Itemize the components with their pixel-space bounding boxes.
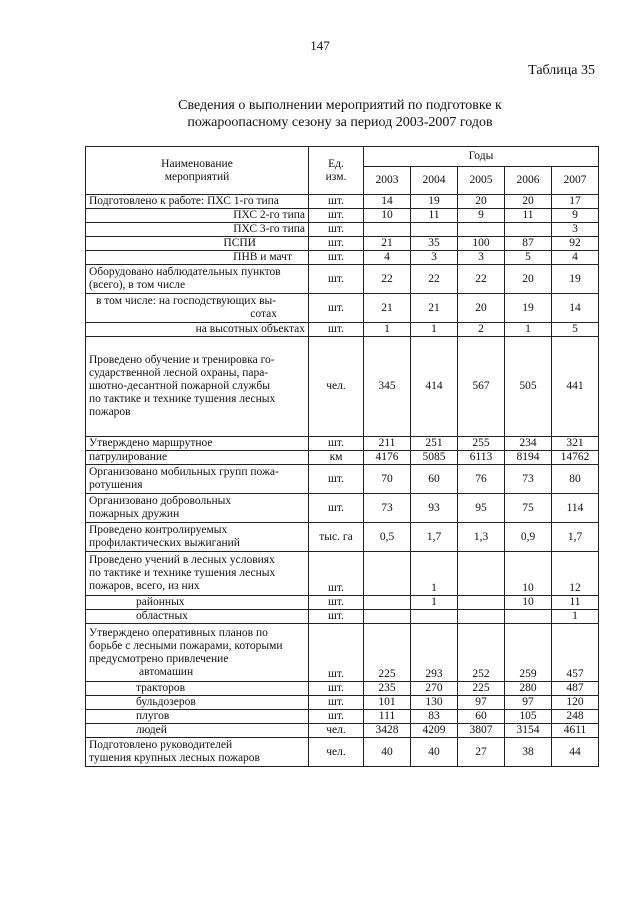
table-row: [86, 596, 599, 610]
row-value: [364, 610, 411, 624]
header-row: [86, 147, 599, 167]
row-value: 4: [552, 251, 599, 265]
row-value: 3807: [458, 724, 505, 738]
row-value: 457: [552, 624, 599, 682]
row-name-line: борьбе с лесными пожарами, которыми: [89, 639, 283, 652]
row-name-line: пожаров, всего, из них: [89, 580, 200, 592]
row-name: [86, 294, 309, 323]
row-name-line: сотах: [250, 308, 277, 320]
table-row: [86, 294, 599, 323]
row-value: 19: [552, 265, 599, 294]
row-value: 234: [505, 437, 552, 451]
row-value: 14: [364, 195, 411, 209]
row-unit: чел.: [309, 724, 364, 738]
row-value: 4611: [552, 724, 599, 738]
row-value: 75: [505, 494, 552, 523]
row-name-line: Утверждено оперативных планов по: [89, 626, 268, 639]
header-name-line: мероприятий: [164, 170, 230, 183]
row-value: 5: [505, 251, 552, 265]
header-name-line: Наименование: [161, 157, 233, 170]
row-unit: шт.: [309, 494, 364, 523]
row-value: 1: [505, 323, 552, 337]
table-row: [86, 237, 599, 251]
row-name-line: тушения крупных лесных пожаров: [89, 752, 260, 764]
row-value: 248: [552, 710, 599, 724]
row-value: 4: [364, 251, 411, 265]
row-value: 22: [458, 265, 505, 294]
header-year: 2007: [552, 167, 599, 195]
row-unit: шт.: [309, 294, 364, 323]
row-value: 19: [411, 195, 458, 209]
row-name-line: Проведено контролируемых: [89, 524, 228, 536]
table-label: Таблица 35: [528, 63, 595, 78]
row-name: [86, 523, 309, 552]
header-year: 2004: [411, 167, 458, 195]
header-year: 2006: [505, 167, 552, 195]
row-name: [86, 265, 309, 294]
row-unit: шт.: [309, 465, 364, 494]
row-value: 225: [458, 682, 505, 696]
row-value: 76: [458, 465, 505, 494]
table-row: [86, 523, 599, 552]
row-name-line: пожаров: [89, 406, 131, 418]
row-value: 60: [411, 465, 458, 494]
row-name-line: сударственной лесной охраны, пара-: [89, 367, 269, 379]
header-year: 2003: [364, 167, 411, 195]
row-value: 6113: [458, 451, 505, 465]
row-name: на высотных объектах: [86, 323, 309, 337]
row-name: Утверждено маршрутное: [86, 437, 309, 451]
table-row: [86, 696, 599, 710]
header-unit-line: изм.: [325, 170, 347, 183]
row-value: 14: [552, 294, 599, 323]
row-value: [411, 610, 458, 624]
row-value: 567: [458, 337, 505, 437]
row-name: [86, 738, 309, 767]
row-value: 11: [552, 596, 599, 610]
row-value: 120: [552, 696, 599, 710]
row-value: 73: [505, 465, 552, 494]
row-name-line: шютно-десантной пожарной службы: [89, 380, 270, 392]
row-value: 9: [458, 209, 505, 223]
row-value: 92: [552, 237, 599, 251]
row-value: 10: [505, 552, 552, 596]
row-name-line: автомашин: [139, 665, 194, 678]
row-value: 14762: [552, 451, 599, 465]
row-value: 255: [458, 437, 505, 451]
row-name-line: Организовано добровольных: [89, 495, 232, 507]
row-value: 0,9: [505, 523, 552, 552]
row-name: патрулирование: [86, 451, 309, 465]
row-value: 20: [458, 195, 505, 209]
row-value: 73: [364, 494, 411, 523]
row-value: 4209: [411, 724, 458, 738]
row-unit: шт.: [309, 223, 364, 237]
row-value: 2: [458, 323, 505, 337]
row-value: 9: [552, 209, 599, 223]
row-value: 21: [364, 237, 411, 251]
row-value: 22: [364, 265, 411, 294]
row-value: 211: [364, 437, 411, 451]
row-value: 101: [364, 696, 411, 710]
row-value: [411, 223, 458, 237]
row-value: [458, 610, 505, 624]
row-value: 22: [411, 265, 458, 294]
table-row: [86, 195, 599, 209]
row-value: 20: [505, 265, 552, 294]
row-name: людей: [86, 724, 309, 738]
row-name-line: Подготовлено руководителей: [89, 739, 233, 751]
row-value: 414: [411, 337, 458, 437]
row-name: тракторов: [86, 682, 309, 696]
row-unit: шт.: [309, 624, 364, 682]
header-year: 2005: [458, 167, 505, 195]
row-name: плугов: [86, 710, 309, 724]
row-value: [364, 223, 411, 237]
row-unit: шт.: [309, 552, 364, 596]
table-row: [86, 710, 599, 724]
row-unit: шт.: [309, 251, 364, 265]
row-value: 225: [364, 624, 411, 682]
row-value: 270: [411, 682, 458, 696]
row-name: Подготовлено к работе: ПХС 1-го типа: [86, 195, 309, 209]
row-value: 1: [364, 323, 411, 337]
row-value: 60: [458, 710, 505, 724]
row-name: [86, 465, 309, 494]
row-name: [86, 624, 309, 682]
row-name-line: по тактике и технике тушения лесных: [89, 567, 276, 579]
row-value: 17: [552, 195, 599, 209]
row-name-line: Проведено учений в лесных условиях: [89, 554, 275, 566]
row-unit: шт.: [309, 265, 364, 294]
row-value: 1: [411, 552, 458, 596]
row-value: [458, 552, 505, 596]
row-value: 12: [552, 552, 599, 596]
row-value: 0,5: [364, 523, 411, 552]
row-value: 35: [411, 237, 458, 251]
row-value: 345: [364, 337, 411, 437]
row-value: [505, 610, 552, 624]
header-unit: [309, 147, 364, 195]
row-unit: тыс. га: [309, 523, 364, 552]
row-name-line: ротушения: [89, 479, 143, 491]
row-value: 40: [364, 738, 411, 767]
row-value: 8194: [505, 451, 552, 465]
table-row: [86, 682, 599, 696]
row-value: 4176: [364, 451, 411, 465]
row-name: ПСПИ: [86, 237, 309, 251]
row-value: 1: [411, 596, 458, 610]
row-value: 1: [411, 323, 458, 337]
row-name-line: предусмотрено привлечение: [89, 652, 229, 665]
row-value: 3: [552, 223, 599, 237]
row-unit: шт.: [309, 596, 364, 610]
row-unit: шт.: [309, 323, 364, 337]
row-value: 293: [411, 624, 458, 682]
row-unit: км: [309, 451, 364, 465]
row-unit: чел.: [309, 738, 364, 767]
row-name: ПХС 3-го типа: [86, 223, 309, 237]
row-value: 38: [505, 738, 552, 767]
row-value: 1,3: [458, 523, 505, 552]
table-row: [86, 323, 599, 337]
row-unit: шт.: [309, 610, 364, 624]
row-name-line: профилактических выжиганий: [89, 537, 240, 549]
row-value: 252: [458, 624, 505, 682]
row-name: областных: [86, 610, 309, 624]
title-line: Сведения о выполнении мероприятий по подготовке к: [178, 98, 502, 113]
title-line: пожароопасному сезону за период 2003-2007 годов: [187, 115, 493, 130]
row-unit: шт.: [309, 209, 364, 223]
row-value: 11: [411, 209, 458, 223]
row-value: 97: [505, 696, 552, 710]
row-value: 87: [505, 237, 552, 251]
row-value: 10: [505, 596, 552, 610]
row-unit: шт.: [309, 682, 364, 696]
row-value: [505, 223, 552, 237]
table-row: [86, 738, 599, 767]
row-value: 505: [505, 337, 552, 437]
table-title: [80, 97, 600, 131]
row-value: 21: [364, 294, 411, 323]
row-value: 20: [505, 195, 552, 209]
row-value: 97: [458, 696, 505, 710]
row-value: [364, 596, 411, 610]
row-value: 44: [552, 738, 599, 767]
row-value: 21: [411, 294, 458, 323]
table-row: [86, 624, 599, 682]
row-name: ПНВ и мачт: [86, 251, 309, 265]
table-row: [86, 451, 599, 465]
row-unit: шт.: [309, 696, 364, 710]
row-value: 105: [505, 710, 552, 724]
row-value: 130: [411, 696, 458, 710]
row-value: 19: [505, 294, 552, 323]
row-name-line: Оборудовано наблюдательных пунктов: [89, 266, 281, 278]
table-row: [86, 465, 599, 494]
row-value: 100: [458, 237, 505, 251]
row-value: 3154: [505, 724, 552, 738]
row-value: 3428: [364, 724, 411, 738]
row-value: 280: [505, 682, 552, 696]
row-value: 1,7: [552, 523, 599, 552]
row-value: 83: [411, 710, 458, 724]
row-name-line: (всего), в том числе: [89, 279, 186, 291]
row-value: 259: [505, 624, 552, 682]
row-value: 80: [552, 465, 599, 494]
row-value: 5085: [411, 451, 458, 465]
row-value: 40: [411, 738, 458, 767]
table-row: [86, 552, 599, 596]
row-name-line: Организовано мобильных групп пожа-: [89, 466, 279, 478]
row-name: ПХС 2-го типа: [86, 209, 309, 223]
row-value: 3: [411, 251, 458, 265]
table-row: [86, 494, 599, 523]
row-value: 95: [458, 494, 505, 523]
row-unit: шт.: [309, 237, 364, 251]
row-name-line: по тактике и технике тушения лесных: [89, 393, 276, 405]
row-unit: шт.: [309, 195, 364, 209]
table-row: [86, 251, 599, 265]
row-value: 114: [552, 494, 599, 523]
row-value: 10: [364, 209, 411, 223]
row-value: 487: [552, 682, 599, 696]
row-name: [86, 552, 309, 596]
page-number: 147: [310, 38, 330, 53]
row-value: 20: [458, 294, 505, 323]
row-name-line: Проведено обучение и тренировка го-: [89, 354, 275, 366]
row-name: бульдозеров: [86, 696, 309, 710]
row-name-line: пожарных дружин: [89, 508, 180, 520]
row-value: 70: [364, 465, 411, 494]
header-years: Годы: [364, 147, 599, 167]
row-value: 11: [505, 209, 552, 223]
row-value: 321: [552, 437, 599, 451]
row-name-line: в том числе: на господствующих вы-: [96, 295, 277, 307]
header-name: [86, 147, 309, 195]
table-row: [86, 437, 599, 451]
row-unit: шт.: [309, 710, 364, 724]
row-value: 3: [458, 251, 505, 265]
row-value: 111: [364, 710, 411, 724]
row-value: 27: [458, 738, 505, 767]
row-name: [86, 337, 309, 437]
row-value: 251: [411, 437, 458, 451]
row-value: 93: [411, 494, 458, 523]
row-value: 235: [364, 682, 411, 696]
table-row: [86, 610, 599, 624]
row-value: 441: [552, 337, 599, 437]
activities-table: [85, 146, 599, 767]
row-value: [364, 552, 411, 596]
row-name: [86, 494, 309, 523]
row-name: районных: [86, 596, 309, 610]
table-row: [86, 724, 599, 738]
table-row: [86, 223, 599, 237]
row-value: 5: [552, 323, 599, 337]
row-unit: шт.: [309, 437, 364, 451]
row-value: 1: [552, 610, 599, 624]
row-unit: чел.: [309, 337, 364, 437]
table-row: [86, 337, 599, 437]
header-unit-line: Ед.: [328, 157, 344, 170]
row-value: 1,7: [411, 523, 458, 552]
row-value: [458, 596, 505, 610]
table-row: [86, 265, 599, 294]
row-value: [458, 223, 505, 237]
table-row: [86, 209, 599, 223]
